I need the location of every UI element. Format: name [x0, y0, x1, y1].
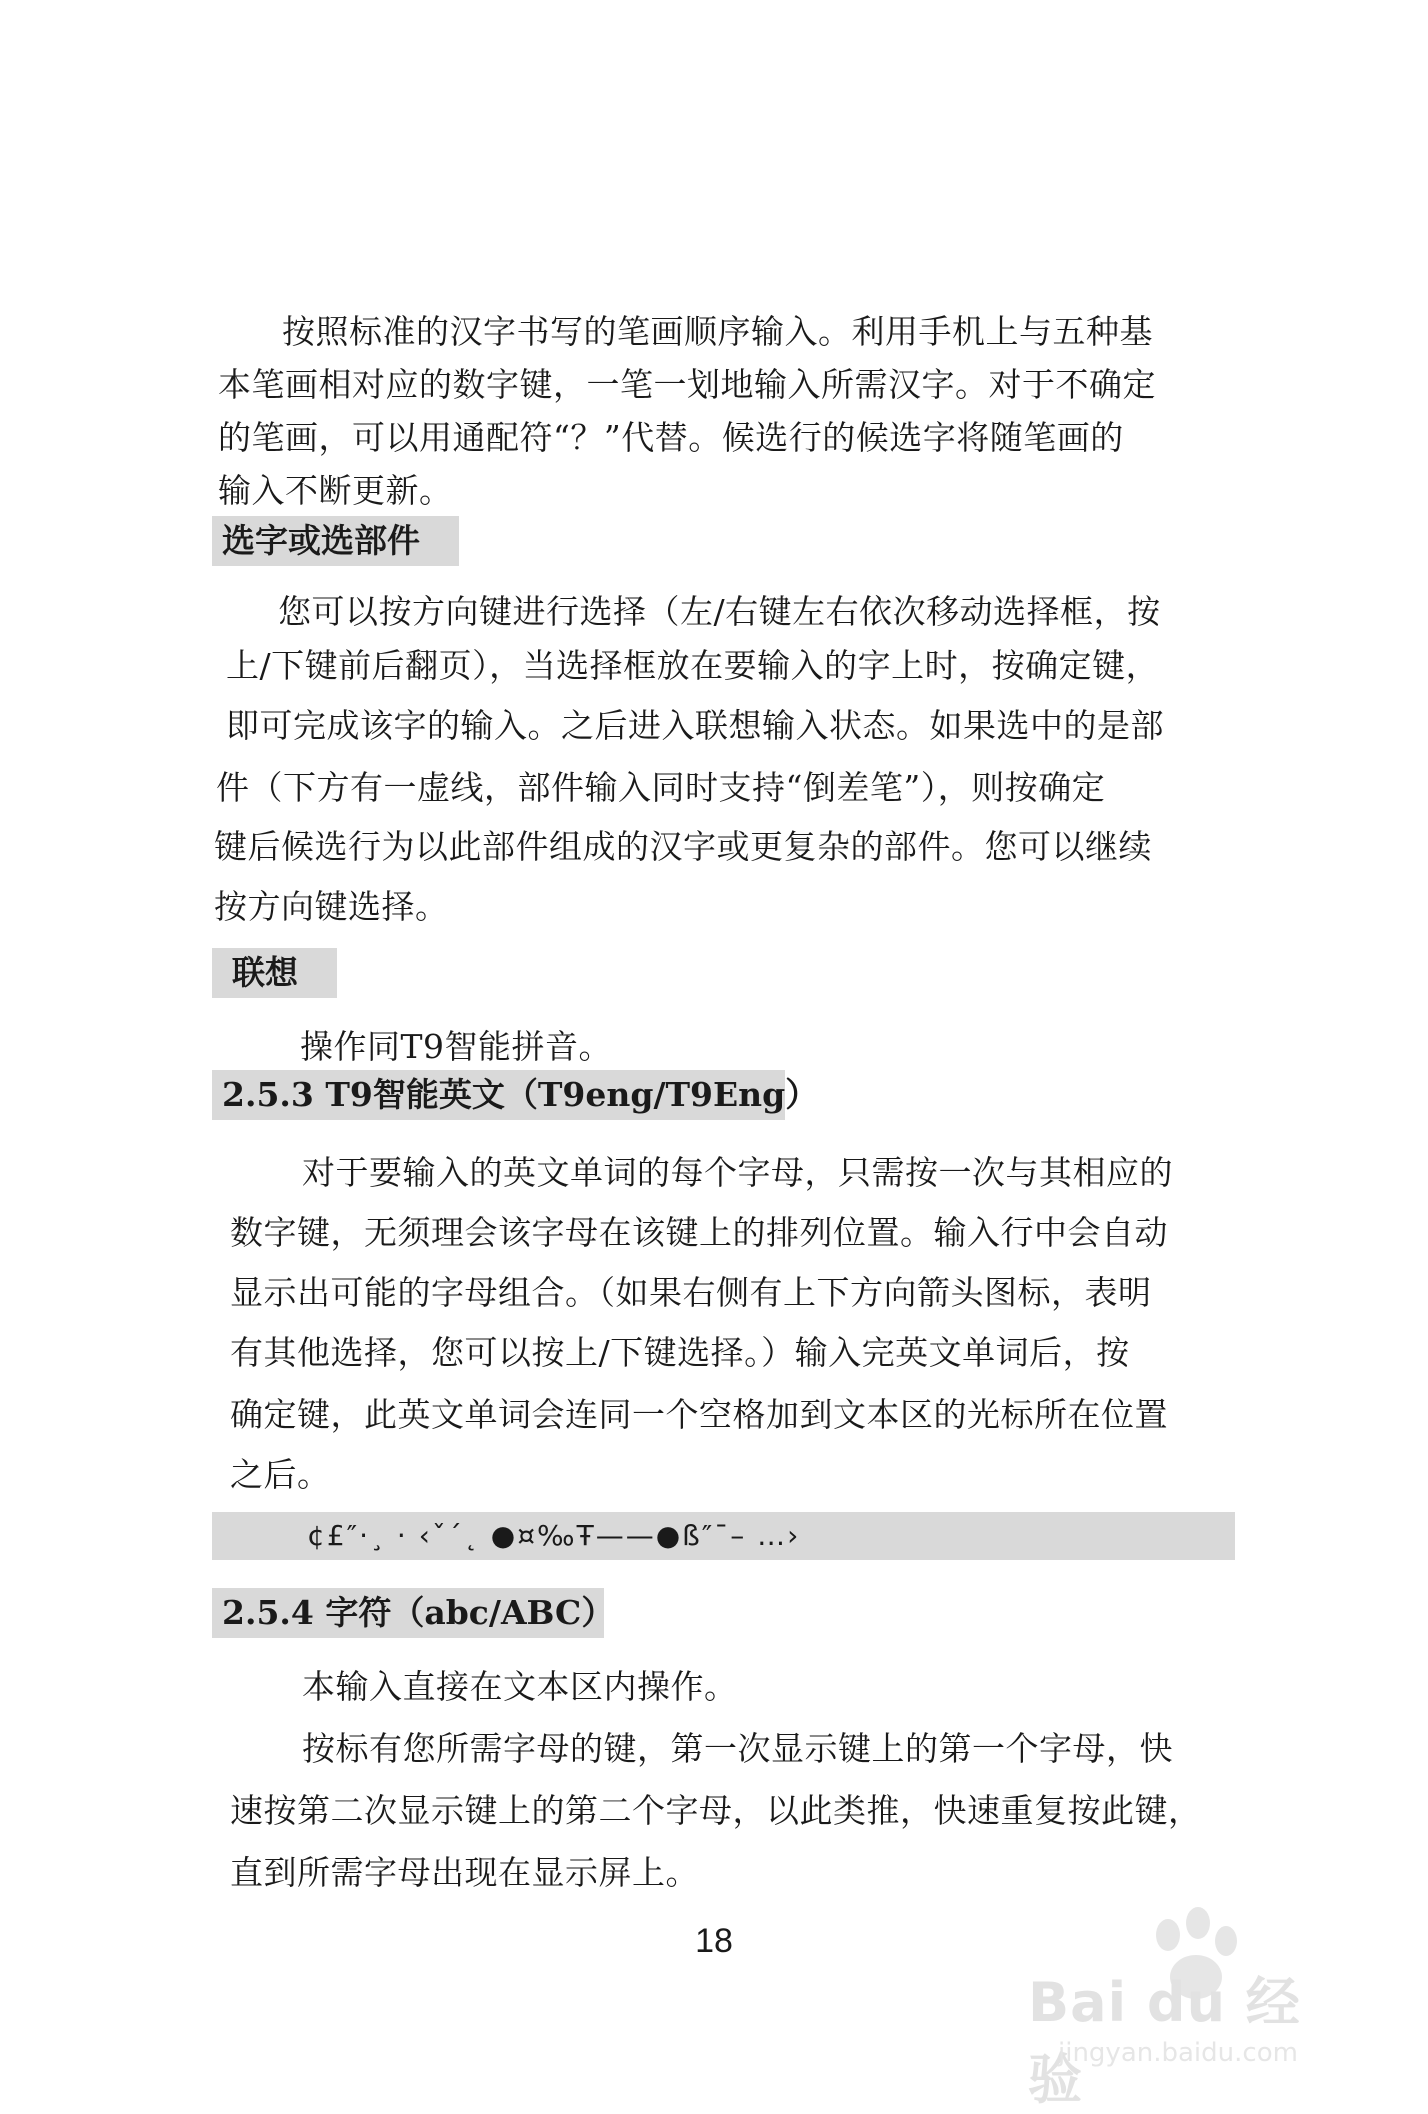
paragraph-line: 直到所需字母出现在显示屏上。: [230, 1853, 699, 1892]
paragraph-line: 速按第二次显示键上的第二个字母，以此类推，快速重复按此键，: [230, 1791, 1202, 1830]
paragraph-line: 操作同T9智能拼音。: [300, 1027, 613, 1066]
watermark-url: jingyan.baidu.com: [1058, 2038, 1298, 2068]
paragraph-line: 的笔画，可以用通配符“？”代替。候选行的候选字将随笔画的: [218, 418, 1124, 457]
paragraph-line: 按方向键选择。: [214, 887, 449, 926]
paragraph-line: 上/下键前后翻页），当选择框放在要输入的字上时，按确定键，: [226, 646, 1160, 685]
symbol-bar: ¢£″·¸ · ‹ˇˊ˛ ●¤‰Ŧ——●ß″¯– …›: [212, 1512, 1235, 1560]
paragraph-line: 数字键，无须理会该字母在该键上的排列位置。输入行中会自动: [230, 1213, 1168, 1252]
paragraph-line: 即可完成该字的输入。之后进入联想输入状态。如果选中的是部: [226, 706, 1164, 745]
paragraph-line: 之后。: [230, 1455, 331, 1494]
page-number: 18: [695, 1922, 733, 1960]
paragraph-line: 对于要输入的英文单词的每个字母，只需按一次与其相应的: [302, 1153, 1173, 1192]
paragraph-line: 有其他选择，您可以按上/下键选择。）输入完英文单词后，按: [230, 1333, 1130, 1372]
section-heading: 联想: [212, 948, 337, 998]
section-heading: 2.5.4 字符（abc/ABC）: [212, 1588, 604, 1638]
section-heading: 选字或选部件: [212, 516, 459, 566]
paragraph-line: 件（下方有一虚线，部件输入同时支持“倒差笔”），则按确定: [216, 768, 1106, 807]
paragraph-line: 键后候选行为以此部件组成的汉字或更复杂的部件。您可以继续: [214, 827, 1152, 866]
paragraph-line: 本笔画相对应的数字键，一笔一划地输入所需汉字。对于不确定: [218, 365, 1156, 404]
paragraph-line: 按标有您所需字母的键，第一次显示键上的第一个字母，快: [302, 1729, 1173, 1768]
paragraph-line: 确定键，此英文单词会连同一个空格加到文本区的光标所在位置: [230, 1395, 1168, 1434]
paragraph-line: 输入不断更新。: [218, 471, 453, 510]
paragraph-line: 显示出可能的字母组合。（如果右侧有上下方向箭头图标，表明: [230, 1273, 1152, 1312]
baidu-watermark: [1018, 1960, 1348, 2111]
paragraph-line: 您可以按方向键进行选择（左/右键左右依次移动选择框，按: [278, 592, 1161, 631]
section-heading: 2.5.3 T9智能英文（T9eng/T9Eng）: [212, 1070, 785, 1120]
watermark-brand: Bai du 经验: [1028, 1971, 1301, 2111]
paragraph-line: 本输入直接在文本区内操作。: [302, 1667, 738, 1706]
paragraph-line: 按照标准的汉字书写的笔画顺序输入。利用手机上与五种基: [282, 312, 1153, 351]
